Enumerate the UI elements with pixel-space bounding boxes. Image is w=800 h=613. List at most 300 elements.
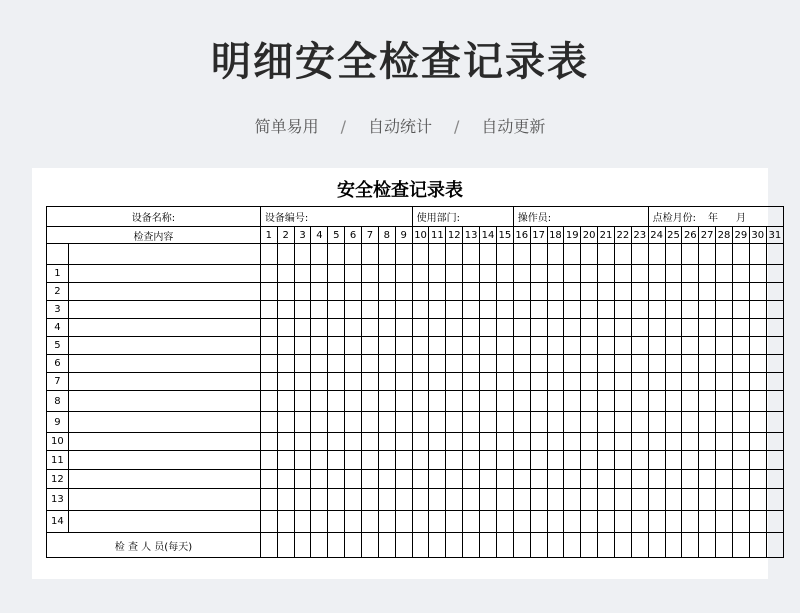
check-cell[interactable] — [395, 470, 412, 489]
table-cell[interactable] — [766, 244, 783, 265]
row-number[interactable]: 5 — [47, 337, 69, 355]
row-number[interactable]: 12 — [47, 470, 69, 489]
check-cell[interactable] — [614, 489, 631, 511]
content-cell[interactable] — [68, 433, 260, 451]
check-cell[interactable] — [362, 489, 379, 511]
check-cell[interactable] — [716, 301, 733, 319]
check-cell[interactable] — [480, 337, 497, 355]
check-cell[interactable] — [732, 373, 749, 391]
check-cell[interactable] — [598, 451, 615, 470]
content-cell[interactable] — [68, 489, 260, 511]
day-header-cell[interactable]: 23 — [631, 227, 648, 244]
check-cell[interactable] — [463, 451, 480, 470]
day-header-cell[interactable]: 19 — [564, 227, 581, 244]
check-cell[interactable] — [732, 451, 749, 470]
check-cell[interactable] — [682, 283, 699, 301]
signature-cell[interactable] — [412, 533, 429, 558]
check-cell[interactable] — [699, 511, 716, 533]
check-cell[interactable] — [260, 489, 277, 511]
check-cell[interactable] — [648, 412, 665, 433]
check-cell[interactable] — [665, 265, 682, 283]
signature-cell[interactable] — [378, 533, 395, 558]
check-cell[interactable] — [564, 412, 581, 433]
check-cell[interactable] — [429, 337, 446, 355]
day-header-cell[interactable]: 3 — [294, 227, 311, 244]
check-cell[interactable] — [362, 391, 379, 412]
check-cell[interactable] — [480, 470, 497, 489]
day-header-cell[interactable]: 2 — [277, 227, 294, 244]
check-cell[interactable] — [311, 373, 328, 391]
signature-cell[interactable] — [260, 533, 277, 558]
check-cell[interactable] — [294, 283, 311, 301]
row-number[interactable]: 13 — [47, 489, 69, 511]
check-cell[interactable] — [260, 451, 277, 470]
check-cell[interactable] — [311, 433, 328, 451]
check-cell[interactable] — [362, 355, 379, 373]
check-cell[interactable] — [429, 373, 446, 391]
check-cell[interactable] — [496, 489, 513, 511]
check-cell[interactable] — [480, 373, 497, 391]
check-cell[interactable] — [480, 283, 497, 301]
row-number[interactable]: 3 — [47, 301, 69, 319]
check-cell[interactable] — [294, 265, 311, 283]
check-cell[interactable] — [530, 489, 547, 511]
check-cell[interactable] — [395, 412, 412, 433]
check-cell[interactable] — [766, 319, 783, 337]
day-header-cell[interactable]: 30 — [749, 227, 766, 244]
day-header-cell[interactable]: 18 — [547, 227, 564, 244]
check-cell[interactable] — [513, 265, 530, 283]
check-cell[interactable] — [412, 489, 429, 511]
check-cell[interactable] — [665, 319, 682, 337]
check-cell[interactable] — [530, 337, 547, 355]
check-cell[interactable] — [732, 319, 749, 337]
check-cell[interactable] — [480, 511, 497, 533]
signature-cell[interactable] — [699, 533, 716, 558]
check-cell[interactable] — [665, 391, 682, 412]
check-cell[interactable] — [564, 391, 581, 412]
check-cell[interactable] — [513, 301, 530, 319]
signature-cell[interactable] — [362, 533, 379, 558]
content-cell[interactable] — [68, 337, 260, 355]
check-cell[interactable] — [547, 301, 564, 319]
check-cell[interactable] — [598, 319, 615, 337]
table-cell[interactable] — [47, 244, 69, 265]
check-cell[interactable] — [412, 355, 429, 373]
check-cell[interactable] — [294, 337, 311, 355]
check-cell[interactable] — [732, 301, 749, 319]
check-cell[interactable] — [513, 283, 530, 301]
check-cell[interactable] — [766, 489, 783, 511]
check-cell[interactable] — [345, 412, 362, 433]
check-cell[interactable] — [345, 337, 362, 355]
table-cell[interactable] — [429, 244, 446, 265]
check-cell[interactable] — [496, 451, 513, 470]
check-cell[interactable] — [716, 283, 733, 301]
check-cell[interactable] — [496, 301, 513, 319]
check-cell[interactable] — [732, 337, 749, 355]
day-header-cell[interactable]: 13 — [463, 227, 480, 244]
check-cell[interactable] — [614, 319, 631, 337]
check-cell[interactable] — [328, 283, 345, 301]
row-number[interactable]: 4 — [47, 319, 69, 337]
day-header-cell[interactable]: 5 — [328, 227, 345, 244]
check-cell[interactable] — [564, 511, 581, 533]
check-cell[interactable] — [277, 373, 294, 391]
check-cell[interactable] — [547, 451, 564, 470]
check-cell[interactable] — [294, 373, 311, 391]
check-cell[interactable] — [362, 451, 379, 470]
day-header-cell[interactable]: 6 — [345, 227, 362, 244]
check-cell[interactable] — [682, 355, 699, 373]
check-cell[interactable] — [260, 355, 277, 373]
check-cell[interactable] — [716, 337, 733, 355]
signature-cell[interactable] — [480, 533, 497, 558]
check-cell[interactable] — [294, 391, 311, 412]
check-cell[interactable] — [581, 433, 598, 451]
check-cell[interactable] — [378, 489, 395, 511]
check-cell[interactable] — [463, 391, 480, 412]
check-cell[interactable] — [395, 511, 412, 533]
check-cell[interactable] — [345, 355, 362, 373]
check-cell[interactable] — [699, 265, 716, 283]
day-header-cell[interactable]: 17 — [530, 227, 547, 244]
check-cell[interactable] — [480, 265, 497, 283]
day-header-cell[interactable]: 7 — [362, 227, 379, 244]
check-cell[interactable] — [648, 373, 665, 391]
check-cell[interactable] — [766, 412, 783, 433]
check-cell[interactable] — [581, 451, 598, 470]
check-cell[interactable] — [496, 433, 513, 451]
check-cell[interactable] — [631, 451, 648, 470]
check-cell[interactable] — [682, 489, 699, 511]
check-cell[interactable] — [732, 391, 749, 412]
check-cell[interactable] — [732, 355, 749, 373]
check-cell[interactable] — [480, 301, 497, 319]
check-cell[interactable] — [564, 373, 581, 391]
table-cell[interactable] — [446, 244, 463, 265]
content-cell[interactable] — [68, 412, 260, 433]
table-cell[interactable] — [732, 244, 749, 265]
check-cell[interactable] — [564, 470, 581, 489]
check-cell[interactable] — [530, 511, 547, 533]
signature-cell[interactable] — [513, 533, 530, 558]
operator-label[interactable]: 操作员: — [513, 207, 648, 227]
check-cell[interactable] — [378, 319, 395, 337]
check-cell[interactable] — [699, 319, 716, 337]
check-cell[interactable] — [699, 470, 716, 489]
check-cell[interactable] — [260, 412, 277, 433]
check-cell[interactable] — [581, 470, 598, 489]
check-cell[interactable] — [682, 470, 699, 489]
check-cell[interactable] — [716, 355, 733, 373]
check-cell[interactable] — [547, 412, 564, 433]
check-cell[interactable] — [665, 412, 682, 433]
check-cell[interactable] — [429, 489, 446, 511]
check-cell[interactable] — [614, 433, 631, 451]
check-cell[interactable] — [429, 283, 446, 301]
signature-cell[interactable] — [446, 533, 463, 558]
check-cell[interactable] — [311, 489, 328, 511]
row-number[interactable]: 8 — [47, 391, 69, 412]
check-cell[interactable] — [496, 265, 513, 283]
check-cell[interactable] — [412, 391, 429, 412]
check-cell[interactable] — [260, 337, 277, 355]
check-cell[interactable] — [260, 511, 277, 533]
check-cell[interactable] — [716, 433, 733, 451]
check-cell[interactable] — [446, 301, 463, 319]
check-cell[interactable] — [480, 412, 497, 433]
check-cell[interactable] — [614, 511, 631, 533]
check-cell[interactable] — [412, 337, 429, 355]
check-cell[interactable] — [260, 301, 277, 319]
signature-cell[interactable] — [277, 533, 294, 558]
check-cell[interactable] — [682, 301, 699, 319]
check-cell[interactable] — [732, 283, 749, 301]
check-cell[interactable] — [598, 470, 615, 489]
check-cell[interactable] — [682, 433, 699, 451]
check-cell[interactable] — [328, 355, 345, 373]
check-cell[interactable] — [699, 337, 716, 355]
day-header-cell[interactable]: 24 — [648, 227, 665, 244]
check-cell[interactable] — [378, 373, 395, 391]
row-number[interactable]: 1 — [47, 265, 69, 283]
check-cell[interactable] — [581, 319, 598, 337]
check-cell[interactable] — [631, 511, 648, 533]
check-cell[interactable] — [395, 373, 412, 391]
check-cell[interactable] — [766, 470, 783, 489]
check-cell[interactable] — [345, 511, 362, 533]
check-cell[interactable] — [766, 355, 783, 373]
check-cell[interactable] — [277, 451, 294, 470]
check-cell[interactable] — [682, 412, 699, 433]
check-cell[interactable] — [598, 511, 615, 533]
check-cell[interactable] — [328, 265, 345, 283]
content-cell[interactable] — [68, 470, 260, 489]
check-cell[interactable] — [345, 373, 362, 391]
check-cell[interactable] — [530, 433, 547, 451]
check-cell[interactable] — [345, 391, 362, 412]
check-cell[interactable] — [395, 283, 412, 301]
check-cell[interactable] — [631, 355, 648, 373]
check-cell[interactable] — [513, 489, 530, 511]
check-cell[interactable] — [311, 301, 328, 319]
check-cell[interactable] — [446, 489, 463, 511]
check-cell[interactable] — [648, 433, 665, 451]
signature-cell[interactable] — [328, 533, 345, 558]
check-cell[interactable] — [665, 337, 682, 355]
day-header-cell[interactable]: 1 — [260, 227, 277, 244]
check-cell[interactable] — [446, 412, 463, 433]
check-cell[interactable] — [277, 265, 294, 283]
day-header-cell[interactable]: 20 — [581, 227, 598, 244]
check-cell[interactable] — [412, 511, 429, 533]
check-cell[interactable] — [378, 451, 395, 470]
check-cell[interactable] — [564, 451, 581, 470]
day-header-cell[interactable]: 28 — [716, 227, 733, 244]
check-cell[interactable] — [665, 301, 682, 319]
check-cell[interactable] — [412, 301, 429, 319]
day-header-cell[interactable]: 31 — [766, 227, 783, 244]
check-cell[interactable] — [564, 355, 581, 373]
check-cell[interactable] — [665, 451, 682, 470]
check-cell[interactable] — [598, 337, 615, 355]
signature-cell[interactable] — [463, 533, 480, 558]
check-cell[interactable] — [429, 433, 446, 451]
check-cell[interactable] — [749, 337, 766, 355]
check-cell[interactable] — [378, 265, 395, 283]
check-cell[interactable] — [614, 391, 631, 412]
day-header-cell[interactable]: 11 — [429, 227, 446, 244]
check-cell[interactable] — [749, 301, 766, 319]
check-cell[interactable] — [732, 489, 749, 511]
check-cell[interactable] — [581, 265, 598, 283]
signature-cell[interactable] — [749, 533, 766, 558]
check-cell[interactable] — [581, 337, 598, 355]
check-cell[interactable] — [766, 391, 783, 412]
check-cell[interactable] — [378, 301, 395, 319]
check-cell[interactable] — [446, 470, 463, 489]
check-cell[interactable] — [395, 433, 412, 451]
check-cell[interactable] — [311, 283, 328, 301]
check-cell[interactable] — [294, 319, 311, 337]
check-cell[interactable] — [480, 433, 497, 451]
table-cell[interactable] — [564, 244, 581, 265]
check-cell[interactable] — [665, 355, 682, 373]
check-cell[interactable] — [564, 337, 581, 355]
check-cell[interactable] — [345, 470, 362, 489]
check-cell[interactable] — [631, 337, 648, 355]
check-cell[interactable] — [648, 283, 665, 301]
check-cell[interactable] — [614, 265, 631, 283]
signature-cell[interactable] — [665, 533, 682, 558]
check-cell[interactable] — [732, 412, 749, 433]
row-number[interactable]: 11 — [47, 451, 69, 470]
check-cell[interactable] — [277, 470, 294, 489]
check-cell[interactable] — [614, 355, 631, 373]
check-cell[interactable] — [328, 373, 345, 391]
check-cell[interactable] — [412, 373, 429, 391]
check-cell[interactable] — [766, 337, 783, 355]
row-number[interactable]: 2 — [47, 283, 69, 301]
check-cell[interactable] — [716, 319, 733, 337]
check-cell[interactable] — [311, 470, 328, 489]
check-cell[interactable] — [277, 489, 294, 511]
check-cell[interactable] — [412, 265, 429, 283]
check-cell[interactable] — [665, 373, 682, 391]
check-cell[interactable] — [682, 265, 699, 283]
check-cell[interactable] — [378, 391, 395, 412]
check-cell[interactable] — [766, 373, 783, 391]
device-name-label[interactable]: 设备名称: — [47, 207, 261, 227]
check-cell[interactable] — [598, 412, 615, 433]
check-cell[interactable] — [716, 412, 733, 433]
content-cell[interactable] — [68, 319, 260, 337]
check-cell[interactable] — [732, 511, 749, 533]
check-cell[interactable] — [732, 265, 749, 283]
check-cell[interactable] — [598, 301, 615, 319]
table-cell[interactable] — [699, 244, 716, 265]
check-cell[interactable] — [260, 433, 277, 451]
check-cell[interactable] — [496, 470, 513, 489]
signature-cell[interactable] — [648, 533, 665, 558]
check-cell[interactable] — [699, 489, 716, 511]
check-cell[interactable] — [530, 391, 547, 412]
check-cell[interactable] — [547, 511, 564, 533]
check-cell[interactable] — [513, 451, 530, 470]
table-cell[interactable] — [260, 244, 277, 265]
check-cell[interactable] — [412, 451, 429, 470]
check-cell[interactable] — [749, 511, 766, 533]
table-cell[interactable] — [716, 244, 733, 265]
check-cell[interactable] — [530, 355, 547, 373]
day-header-cell[interactable]: 29 — [732, 227, 749, 244]
check-cell[interactable] — [614, 412, 631, 433]
check-cell[interactable] — [749, 451, 766, 470]
check-cell[interactable] — [716, 470, 733, 489]
check-cell[interactable] — [547, 355, 564, 373]
check-cell[interactable] — [648, 470, 665, 489]
check-cell[interactable] — [496, 355, 513, 373]
signature-cell[interactable] — [614, 533, 631, 558]
check-cell[interactable] — [547, 283, 564, 301]
check-cell[interactable] — [362, 337, 379, 355]
check-cell[interactable] — [631, 319, 648, 337]
check-cell[interactable] — [513, 319, 530, 337]
content-header[interactable]: 检查内容 — [47, 227, 261, 244]
signature-cell[interactable] — [581, 533, 598, 558]
table-cell[interactable] — [513, 244, 530, 265]
check-cell[interactable] — [260, 283, 277, 301]
check-cell[interactable] — [716, 373, 733, 391]
check-cell[interactable] — [429, 511, 446, 533]
signature-cell[interactable] — [547, 533, 564, 558]
check-cell[interactable] — [463, 470, 480, 489]
check-cell[interactable] — [530, 265, 547, 283]
content-cell[interactable] — [68, 373, 260, 391]
check-cell[interactable] — [766, 433, 783, 451]
check-cell[interactable] — [378, 511, 395, 533]
table-cell[interactable] — [378, 244, 395, 265]
check-cell[interactable] — [530, 319, 547, 337]
check-cell[interactable] — [277, 511, 294, 533]
check-cell[interactable] — [682, 337, 699, 355]
check-cell[interactable] — [429, 451, 446, 470]
signature-cell[interactable] — [345, 533, 362, 558]
check-cell[interactable] — [395, 355, 412, 373]
check-cell[interactable] — [648, 301, 665, 319]
check-cell[interactable] — [311, 511, 328, 533]
day-header-cell[interactable]: 10 — [412, 227, 429, 244]
check-cell[interactable] — [480, 489, 497, 511]
device-number-label[interactable]: 设备编号: — [260, 207, 412, 227]
check-cell[interactable] — [766, 301, 783, 319]
check-cell[interactable] — [311, 391, 328, 412]
check-cell[interactable] — [547, 337, 564, 355]
check-cell[interactable] — [429, 355, 446, 373]
check-cell[interactable] — [446, 511, 463, 533]
check-cell[interactable] — [345, 489, 362, 511]
check-cell[interactable] — [547, 391, 564, 412]
check-cell[interactable] — [581, 355, 598, 373]
check-cell[interactable] — [378, 412, 395, 433]
check-cell[interactable] — [328, 319, 345, 337]
check-cell[interactable] — [362, 511, 379, 533]
check-cell[interactable] — [749, 319, 766, 337]
check-cell[interactable] — [530, 412, 547, 433]
check-cell[interactable] — [530, 451, 547, 470]
check-cell[interactable] — [446, 337, 463, 355]
